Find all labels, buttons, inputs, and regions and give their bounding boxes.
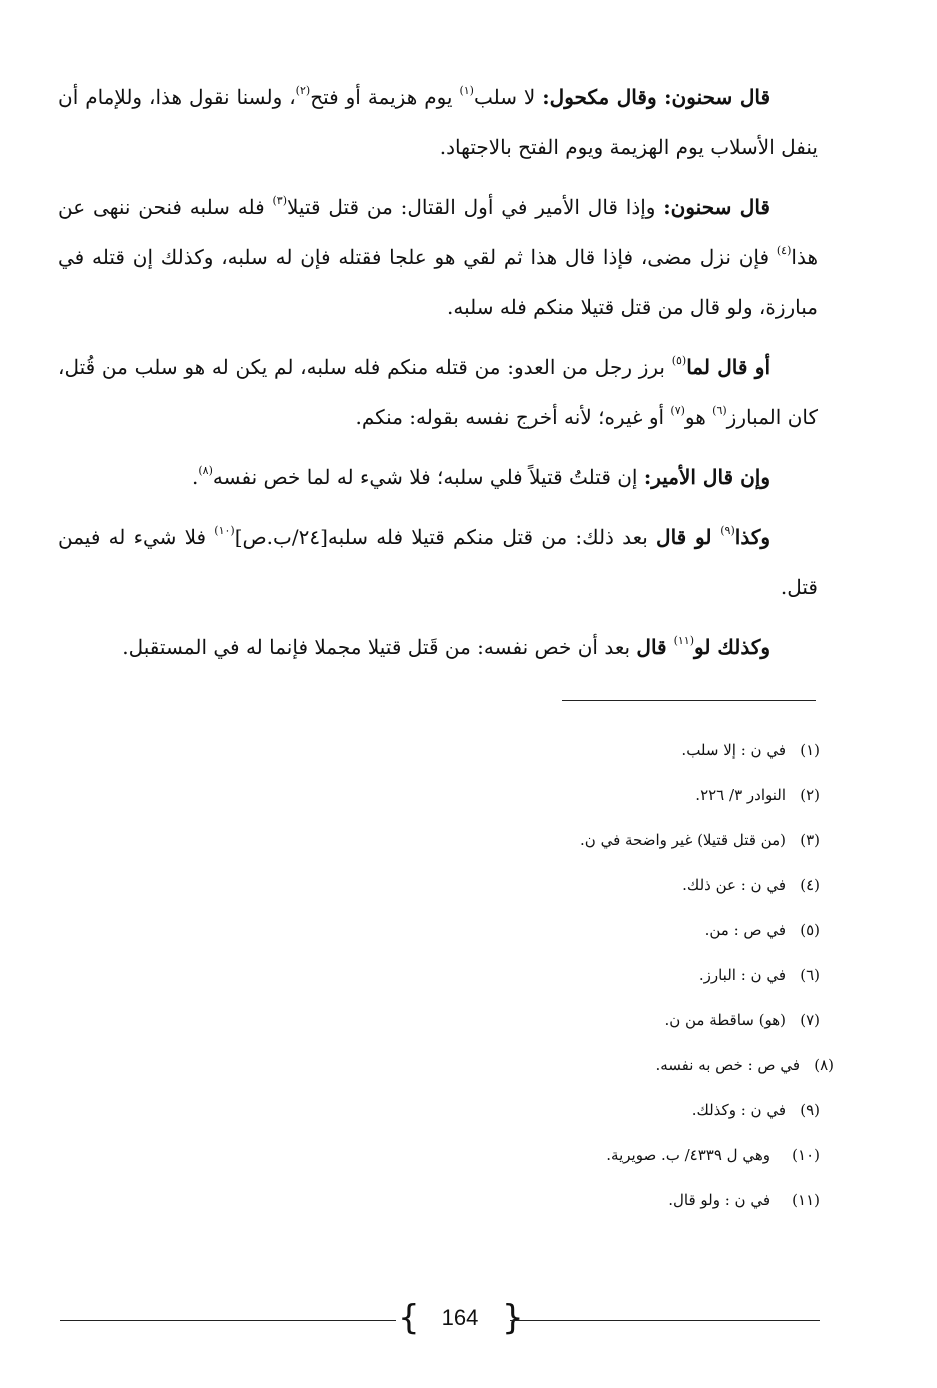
page-number-bracket-left: { bbox=[398, 1298, 420, 1338]
paragraph bbox=[58, 72, 818, 172]
footnote-ref: (١١) bbox=[673, 634, 694, 648]
footnote-number: (٦) bbox=[800, 966, 820, 984]
footnote-number: (١٠) bbox=[792, 1146, 820, 1164]
bold-phrase: قال bbox=[636, 635, 674, 659]
footnote bbox=[380, 728, 820, 773]
footer-rule-right bbox=[510, 1320, 820, 1321]
text-run: لا سلب bbox=[473, 85, 543, 109]
footnote-text: في ن : البارز. bbox=[698, 966, 786, 984]
footnote-number: (٤) bbox=[800, 876, 820, 894]
footnote-text: (من قتل قتيلا) غير واضحة في ن. bbox=[580, 831, 786, 849]
footnote-number: (١١) bbox=[792, 1191, 820, 1209]
footnote bbox=[380, 773, 820, 818]
text-run: بعد أن خص نفسه: من قَتل قتيلا مجملا فإنما له في المستقبل. bbox=[122, 635, 637, 659]
footnote-ref: (٤) bbox=[776, 244, 792, 258]
bold-phrase: لو قال bbox=[656, 525, 721, 549]
footnote-text: (هو) ساقطة من ن. bbox=[664, 1011, 786, 1029]
footnote-ref: (٢) bbox=[295, 84, 311, 98]
footnote-ref: (٧) bbox=[670, 404, 685, 418]
paragraph-lead: قال سحنون: bbox=[663, 195, 770, 219]
text-run: ، ولسنا نقول هذا، وللإمام أن ينفل الأسلاب يوم الهزيمة ويوم الفتح بالاجتهاد. bbox=[58, 85, 818, 159]
footnote bbox=[380, 863, 820, 908]
footnote bbox=[380, 953, 820, 998]
footnotes bbox=[380, 728, 834, 1223]
footnote-number: (٥) bbox=[800, 921, 820, 939]
paragraph-lead: وإن قال الأمير: bbox=[643, 465, 770, 489]
footnote-ref: (٩) bbox=[720, 524, 735, 538]
text-run: بعد ذلك: من قتل منكم قتيلا فله سلبه[٢٤/ب.ص] bbox=[234, 525, 657, 549]
footnote-ref: (٥) bbox=[671, 354, 687, 368]
paragraph bbox=[58, 512, 818, 612]
paragraph bbox=[58, 622, 818, 672]
main-text bbox=[58, 72, 818, 682]
footnote bbox=[380, 1088, 820, 1133]
text-run: فلا شيء له فيمن قتل. bbox=[58, 525, 818, 599]
footnote-number: (٧) bbox=[800, 1011, 820, 1029]
paragraph bbox=[58, 452, 818, 502]
footnote bbox=[380, 908, 820, 953]
paragraph-lead: أو قال لما bbox=[686, 355, 771, 379]
paragraph bbox=[58, 342, 818, 442]
footnote-number: (٣) bbox=[800, 831, 820, 849]
paragraph-lead: وكذلك لو bbox=[693, 635, 770, 659]
footnote-text: في ص : خص به نفسه. bbox=[655, 1056, 800, 1074]
footer-rule-left bbox=[60, 1320, 396, 1321]
footnote-text: وهي ل ٤٣٣٩/ ب. صويرية. bbox=[606, 1146, 770, 1164]
text-run: فإن نزل مضى، فإذا قال هذا ثم لقي هو علجا فقتله فإن له سلبه، وكذلك إن قتله في مبارزة، ولو قال من قتل قتيلا منكم فله سلبه. bbox=[58, 245, 818, 319]
text-run: إن قتلتُ قتيلاً فلي سلبه؛ فلا شيء له لما خص نفسه bbox=[212, 465, 644, 489]
footnote bbox=[380, 1043, 834, 1088]
footnote-number: (٢) bbox=[800, 786, 820, 804]
footnote-ref: (٦) bbox=[712, 404, 727, 418]
text-run: وإذا قال الأمير في أول القتال: من قتل قتيلا bbox=[286, 195, 664, 219]
footnote-text: في ن : وكذلك. bbox=[691, 1101, 786, 1119]
footnote bbox=[380, 998, 820, 1043]
page-number-bracket-right: } bbox=[502, 1298, 524, 1338]
text-run: برز رجل من العدو: من قتله منكم فله سلبه، لم يكن له هو سلب من قُتل، كان المبارز bbox=[58, 355, 818, 429]
text-run: يوم هزيمة أو فتح bbox=[310, 85, 460, 109]
paragraph bbox=[58, 182, 818, 332]
paragraph-lead: وكذا bbox=[734, 525, 770, 549]
footnote-text: النوادر ٣/ ٢٢٦. bbox=[695, 786, 786, 804]
text-run: هو bbox=[684, 405, 713, 429]
footnote-ref: (٨) bbox=[198, 464, 213, 478]
footnote-text: في ن : ولو قال. bbox=[668, 1191, 770, 1209]
footnote-ref: (١٠) bbox=[214, 524, 235, 538]
footnote-number: (٨) bbox=[814, 1056, 834, 1074]
page-footer bbox=[60, 1296, 820, 1340]
footnote-text: في ص : من. bbox=[704, 921, 786, 939]
text-run: . bbox=[192, 465, 199, 489]
footnote-ref: (١) bbox=[459, 84, 474, 98]
footnote-number: (٩) bbox=[800, 1101, 820, 1119]
text-run: فله سلبه فنحن ننهى عن هذا bbox=[58, 195, 818, 269]
paragraph-lead: قال سحنون: وقال مكحول: bbox=[542, 85, 771, 109]
footnote-ref: (٣) bbox=[272, 194, 287, 208]
footnote-number: (١) bbox=[800, 741, 820, 759]
footnote-text: في ن : إلا سلب. bbox=[681, 741, 786, 759]
footnote bbox=[380, 1178, 820, 1223]
footnote bbox=[380, 818, 820, 863]
footnote-separator bbox=[562, 700, 816, 701]
page-number: 164 bbox=[441, 1305, 479, 1330]
text-run: أو غيره؛ لأنه أخرج نفسه بقوله: منكم. bbox=[355, 405, 671, 429]
footnote bbox=[380, 1133, 820, 1178]
footnote-text: في ن : عن ذلك. bbox=[682, 876, 786, 894]
